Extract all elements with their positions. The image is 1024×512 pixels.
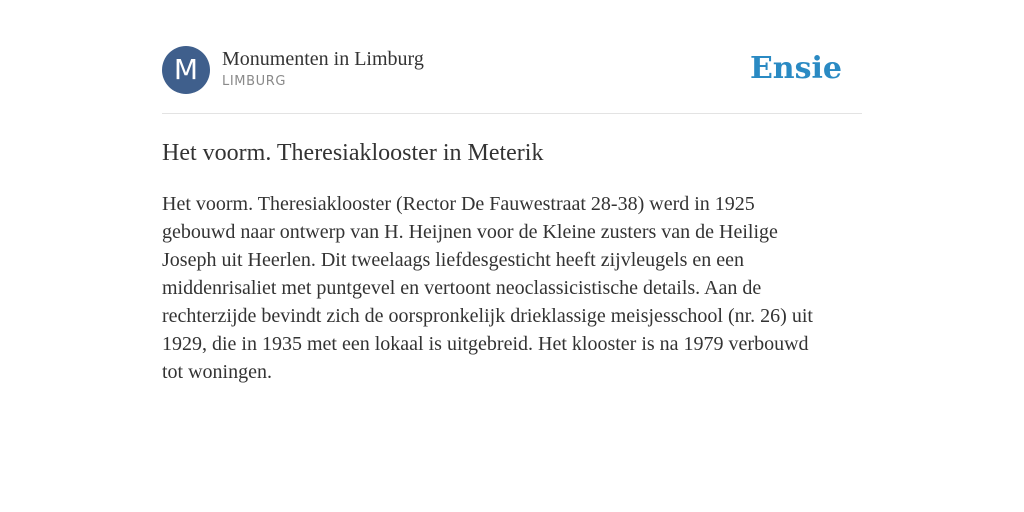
source-header <box>162 46 862 96</box>
article-body-line: Het voorm. Theresiaklooster (Rector De Fauwestraat 28-38) werd in 1925 <box>162 193 755 215</box>
article-body <box>162 190 862 386</box>
ensie-logo[interactable]: Ensie <box>749 51 842 86</box>
source-avatar[interactable]: M <box>162 46 210 94</box>
article-body-line: tot woningen. <box>162 361 272 383</box>
article-body-line: Joseph uit Heerlen. Dit tweelaags liefdesgesticht heeft zijvleugels en een <box>162 249 745 271</box>
source-title[interactable]: Monumenten in Limburg <box>222 48 424 70</box>
article-body-line: middenrisaliet met puntgevel en vertoont neoclassicistische details. Aan de <box>162 277 762 299</box>
article-title: Het voorm. Theresiaklooster in Meterik <box>162 140 544 166</box>
article-body-line: gebouwd naar ontwerp van H. Heijnen voor de Kleine zusters van de Heilige <box>162 221 778 243</box>
article-body-line: rechterzijde bevindt zich de oorspronkelijk drieklassige meisjesschool (nr. 26) uit <box>162 305 813 327</box>
article-body-line: 1929, die in 1935 met een lokaal is uitgebreid. Het klooster is na 1979 verbouwd <box>162 333 809 355</box>
header-divider <box>162 113 862 114</box>
source-subtitle[interactable]: LIMBURG <box>222 74 287 89</box>
